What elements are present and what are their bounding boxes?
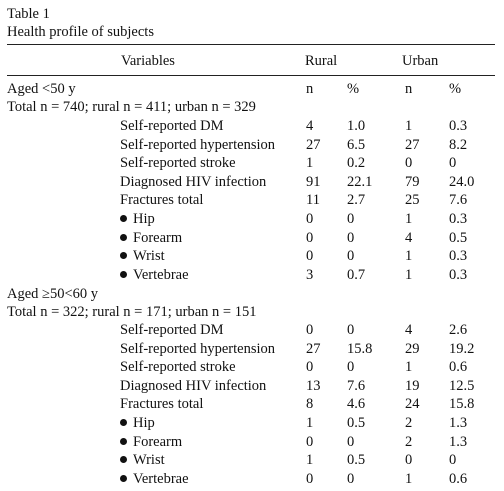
- row-label-text: Self-reported hypertension: [120, 341, 276, 357]
- urban-n-cell: 29: [405, 341, 420, 357]
- urban-pct-cell: 0.3: [449, 211, 468, 227]
- table-row: [0, 340, 504, 358]
- urban-n-cell: 1: [405, 248, 413, 264]
- total-label: Total n = 322; rural n = 171; urban n = 151: [7, 304, 257, 320]
- urban-n-cell: 4: [405, 230, 413, 246]
- table-row: [0, 433, 504, 451]
- row-label: [120, 321, 223, 339]
- urban-pct-cell: 12.5: [449, 378, 475, 394]
- row-label-text: Self-reported stroke: [120, 359, 236, 375]
- row-label-text: Self-reported hypertension: [120, 137, 276, 153]
- group-label: Aged <50 y: [7, 81, 76, 97]
- urban-pct-cell: 0.3: [449, 248, 468, 264]
- rural-n-cell: 1: [306, 415, 314, 431]
- row-label-text: Hip: [133, 415, 155, 431]
- row-label: [120, 414, 155, 432]
- row-label-text: Forearm: [133, 434, 183, 450]
- row-label-text: Fractures total: [120, 396, 204, 412]
- rural-pct-cell: 0.7: [347, 267, 366, 283]
- table-row: [0, 173, 504, 191]
- rural-n-cell: 0: [306, 230, 314, 246]
- row-label-text: Wrist: [133, 452, 165, 468]
- table-row: [0, 395, 504, 413]
- row-label-text: Diagnosed HIV infection: [120, 378, 267, 394]
- rural-pct-cell: 0: [347, 322, 355, 338]
- urban-pct-cell: 0: [449, 155, 457, 171]
- row-label: [120, 247, 165, 265]
- table-row: [0, 470, 504, 488]
- table-row: [0, 229, 504, 247]
- table-row: [0, 358, 504, 376]
- rural-n-cell: 0: [306, 471, 314, 487]
- header-urban: Urban: [402, 53, 439, 69]
- row-label: [120, 340, 275, 358]
- group-row: [0, 285, 504, 303]
- rural-pct-cell: 0: [347, 359, 355, 375]
- row-label-text: Self-reported DM: [120, 322, 224, 338]
- rural-n-cell: 0: [306, 322, 314, 338]
- urban-n-cell: 1: [405, 359, 413, 375]
- urban-pct-cell: 0.3: [449, 267, 468, 283]
- bullet-icon: [120, 271, 127, 278]
- rural-n-cell: 1: [306, 155, 314, 171]
- rural-pct-cell: 0: [347, 434, 355, 450]
- urban-n-cell: 4: [405, 322, 413, 338]
- row-label: [120, 433, 182, 451]
- rural-pct-cell: 7.6: [347, 378, 366, 394]
- rural-pct-header: %: [347, 81, 360, 97]
- rural-n-cell: 1: [306, 452, 314, 468]
- urban-pct-cell: 24.0: [449, 174, 475, 190]
- rural-pct-cell: 15.8: [347, 341, 373, 357]
- urban-pct-cell: 19.2: [449, 341, 475, 357]
- urban-n-cell: 1: [405, 471, 413, 487]
- row-label-text: Fractures total: [120, 192, 204, 208]
- rural-n-cell: 0: [306, 359, 314, 375]
- table-row: [0, 321, 504, 339]
- urban-pct-cell: 1.3: [449, 415, 468, 431]
- row-label-text: Wrist: [133, 248, 165, 264]
- row-label-text: Self-reported DM: [120, 118, 224, 134]
- row-label-text: Forearm: [133, 230, 183, 246]
- urban-n-cell: 25: [405, 192, 420, 208]
- rural-n-cell: 13: [306, 378, 321, 394]
- header-rural: Rural: [305, 53, 338, 69]
- urban-n-cell: 1: [405, 267, 413, 283]
- row-label: [120, 117, 223, 135]
- urban-n-cell: 19: [405, 378, 420, 394]
- row-label-text: Diagnosed HIV infection: [120, 174, 267, 190]
- rural-n-cell: 27: [306, 341, 321, 357]
- urban-pct-cell: 1.3: [449, 434, 468, 450]
- header-variables: Variables: [121, 53, 175, 69]
- rural-pct-cell: 1.0: [347, 118, 366, 134]
- table-row: [0, 451, 504, 469]
- urban-n-cell: 79: [405, 174, 420, 190]
- row-label: [120, 210, 155, 228]
- urban-pct-cell: 0.5: [449, 230, 468, 246]
- rural-pct-cell: 4.6: [347, 396, 366, 412]
- row-label-text: Self-reported stroke: [120, 155, 236, 171]
- urban-pct-cell: 0: [449, 452, 457, 468]
- rural-pct-cell: 0: [347, 211, 355, 227]
- total-row: [0, 303, 504, 321]
- row-label: [120, 358, 236, 376]
- urban-n-cell: 27: [405, 137, 420, 153]
- rural-n-cell: 27: [306, 137, 321, 153]
- table-row: [0, 377, 504, 395]
- urban-n-header: n: [405, 81, 413, 97]
- row-label: [120, 377, 266, 395]
- row-label: [120, 266, 189, 284]
- bullet-icon: [120, 252, 127, 259]
- urban-pct-cell: 0.6: [449, 359, 468, 375]
- rural-pct-cell: 0.5: [347, 415, 366, 431]
- rural-pct-cell: 22.1: [347, 174, 373, 190]
- rural-pct-cell: 6.5: [347, 137, 366, 153]
- row-label: [120, 451, 165, 469]
- rural-n-cell: 4: [306, 118, 314, 134]
- urban-pct-cell: 7.6: [449, 192, 468, 208]
- row-label: [120, 395, 203, 413]
- row-label: [120, 470, 189, 488]
- urban-pct-header: %: [449, 81, 462, 97]
- rural-n-cell: 8: [306, 396, 314, 412]
- rural-n-header: n: [306, 81, 314, 97]
- row-label: [120, 191, 203, 209]
- table-caption: Table 1: [7, 6, 50, 22]
- urban-n-cell: 24: [405, 396, 420, 412]
- rural-n-cell: 0: [306, 434, 314, 450]
- rural-n-cell: 0: [306, 248, 314, 264]
- urban-n-cell: 2: [405, 434, 413, 450]
- group-label: Aged ≥50<60 y: [7, 286, 99, 302]
- rural-pct-cell: 0: [347, 471, 355, 487]
- urban-n-cell: 2: [405, 415, 413, 431]
- urban-pct-cell: 15.8: [449, 396, 475, 412]
- row-label-text: Vertebrae: [133, 267, 189, 283]
- total-label: Total n = 740; rural n = 411; urban n = 329: [7, 99, 256, 115]
- row-label: [120, 136, 275, 154]
- urban-pct-cell: 0.6: [449, 471, 468, 487]
- rural-pct-cell: 2.7: [347, 192, 366, 208]
- row-label-text: Hip: [133, 211, 155, 227]
- table-row: [0, 154, 504, 172]
- bullet-icon: [120, 438, 127, 445]
- table-row: [0, 210, 504, 228]
- row-label: [120, 173, 266, 191]
- table-row: [0, 414, 504, 432]
- bullet-icon: [120, 419, 127, 426]
- urban-n-cell: 0: [405, 155, 413, 171]
- row-label: [120, 154, 236, 172]
- urban-pct-cell: 0.3: [449, 118, 468, 134]
- total-row: [0, 98, 504, 116]
- rural-n-cell: 3: [306, 267, 314, 283]
- rural-n-cell: 91: [306, 174, 321, 190]
- table-row: [0, 247, 504, 265]
- rural-pct-cell: 0: [347, 248, 355, 264]
- table-row: [0, 266, 504, 284]
- urban-n-cell: 1: [405, 211, 413, 227]
- bullet-icon: [120, 215, 127, 222]
- bullet-icon: [120, 234, 127, 241]
- table-row: [0, 136, 504, 154]
- row-label: [120, 229, 182, 247]
- bullet-icon: [120, 456, 127, 463]
- rural-n-cell: 11: [306, 192, 320, 208]
- rural-pct-cell: 0.5: [347, 452, 366, 468]
- bullet-icon: [120, 475, 127, 482]
- urban-n-cell: 0: [405, 452, 413, 468]
- group-row: [0, 80, 504, 98]
- urban-pct-cell: 8.2: [449, 137, 468, 153]
- rural-pct-cell: 0.2: [347, 155, 366, 171]
- table-row: [0, 191, 504, 209]
- rural-pct-cell: 0: [347, 230, 355, 246]
- urban-pct-cell: 2.6: [449, 322, 468, 338]
- row-label-text: Vertebrae: [133, 471, 189, 487]
- table-row: [0, 117, 504, 135]
- urban-n-cell: 1: [405, 118, 413, 134]
- rural-n-cell: 0: [306, 211, 314, 227]
- table-subtitle: Health profile of subjects: [7, 24, 154, 40]
